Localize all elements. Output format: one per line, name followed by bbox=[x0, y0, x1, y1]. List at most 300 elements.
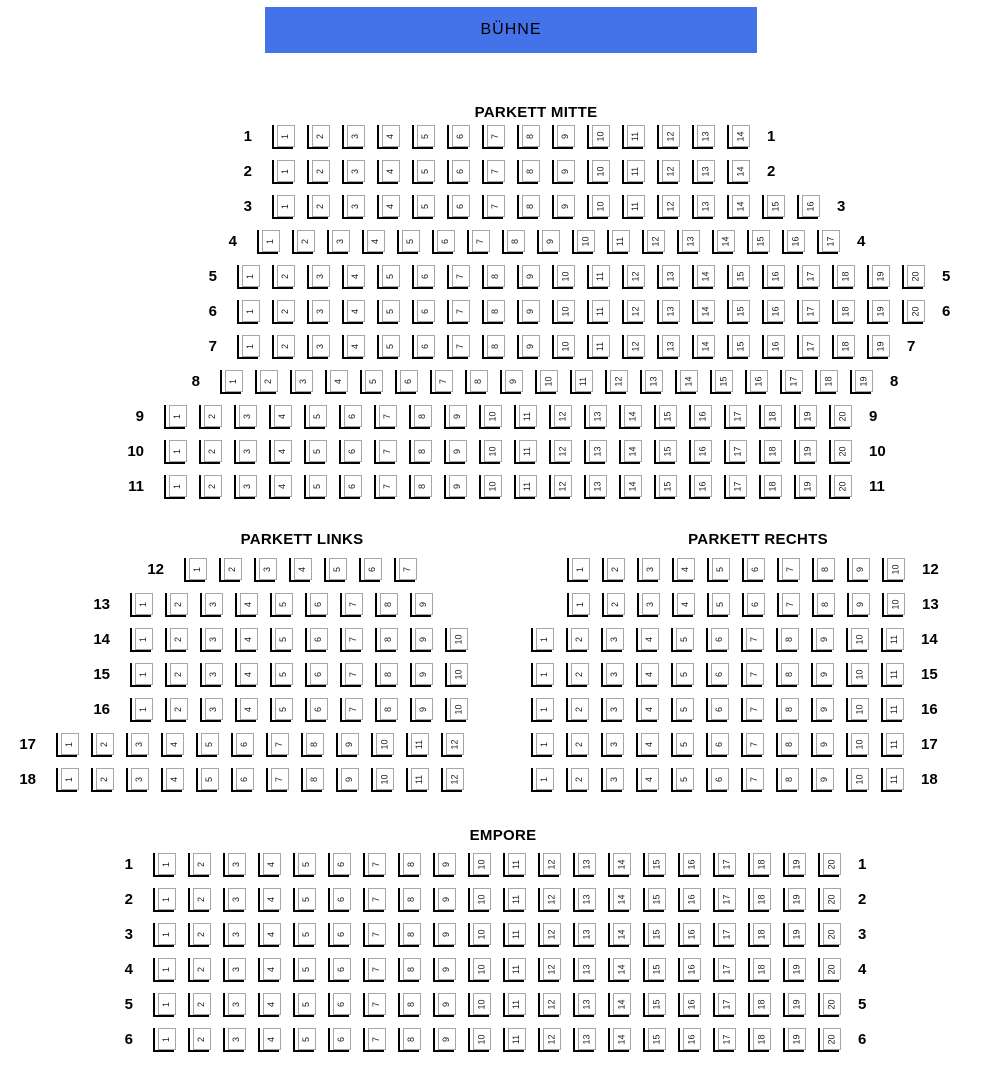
seat[interactable] bbox=[237, 300, 258, 324]
seat[interactable] bbox=[363, 993, 384, 1017]
seat[interactable] bbox=[517, 125, 538, 149]
seat[interactable] bbox=[447, 160, 468, 184]
seat[interactable] bbox=[188, 853, 209, 877]
seat[interactable] bbox=[467, 230, 488, 254]
seat[interactable] bbox=[584, 440, 605, 464]
seat[interactable] bbox=[832, 300, 853, 324]
seat[interactable] bbox=[266, 733, 287, 757]
seat[interactable] bbox=[776, 698, 797, 722]
seat[interactable] bbox=[654, 475, 675, 499]
seat[interactable] bbox=[328, 888, 349, 912]
seat[interactable] bbox=[636, 733, 657, 757]
seat[interactable] bbox=[706, 733, 727, 757]
seat[interactable] bbox=[223, 923, 244, 947]
seat[interactable] bbox=[375, 663, 396, 687]
seat[interactable] bbox=[304, 405, 325, 429]
seat[interactable] bbox=[748, 1028, 769, 1052]
seat[interactable] bbox=[573, 993, 594, 1017]
seat[interactable] bbox=[188, 923, 209, 947]
seat[interactable] bbox=[636, 663, 657, 687]
seat[interactable] bbox=[235, 593, 256, 617]
seat[interactable] bbox=[445, 663, 466, 687]
seat[interactable] bbox=[398, 923, 419, 947]
seat[interactable] bbox=[398, 1028, 419, 1052]
seat[interactable] bbox=[776, 768, 797, 792]
seat[interactable] bbox=[272, 265, 293, 289]
seat[interactable] bbox=[304, 440, 325, 464]
seat[interactable] bbox=[846, 768, 867, 792]
seat[interactable] bbox=[671, 628, 692, 652]
seat[interactable] bbox=[657, 125, 678, 149]
seat[interactable] bbox=[447, 265, 468, 289]
seat[interactable] bbox=[412, 265, 433, 289]
seat[interactable] bbox=[566, 733, 587, 757]
seat[interactable] bbox=[832, 265, 853, 289]
seat[interactable] bbox=[153, 923, 174, 947]
seat[interactable] bbox=[188, 1028, 209, 1052]
seat[interactable] bbox=[671, 698, 692, 722]
seat[interactable] bbox=[811, 663, 832, 687]
seat[interactable] bbox=[237, 335, 258, 359]
seat[interactable] bbox=[622, 195, 643, 219]
seat[interactable] bbox=[811, 733, 832, 757]
seat[interactable] bbox=[601, 628, 622, 652]
seat[interactable] bbox=[517, 265, 538, 289]
seat[interactable] bbox=[657, 160, 678, 184]
seat[interactable] bbox=[549, 405, 570, 429]
seat[interactable] bbox=[307, 300, 328, 324]
seat[interactable] bbox=[374, 405, 395, 429]
seat[interactable] bbox=[759, 475, 780, 499]
seat[interactable] bbox=[538, 853, 559, 877]
seat[interactable] bbox=[500, 370, 521, 394]
seat[interactable] bbox=[327, 230, 348, 254]
seat[interactable] bbox=[235, 663, 256, 687]
seat[interactable] bbox=[325, 370, 346, 394]
seat[interactable] bbox=[538, 923, 559, 947]
seat[interactable] bbox=[724, 405, 745, 429]
seat[interactable] bbox=[188, 888, 209, 912]
seat[interactable] bbox=[409, 475, 430, 499]
seat[interactable] bbox=[503, 923, 524, 947]
seat[interactable] bbox=[395, 370, 416, 394]
seat[interactable] bbox=[377, 195, 398, 219]
seat[interactable] bbox=[377, 300, 398, 324]
seat[interactable] bbox=[636, 768, 657, 792]
seat[interactable] bbox=[270, 593, 291, 617]
seat[interactable] bbox=[654, 405, 675, 429]
seat[interactable] bbox=[815, 370, 836, 394]
seat[interactable] bbox=[584, 475, 605, 499]
seat[interactable] bbox=[482, 125, 503, 149]
seat[interactable] bbox=[846, 733, 867, 757]
seat[interactable] bbox=[468, 1028, 489, 1052]
seat[interactable] bbox=[706, 663, 727, 687]
seat[interactable] bbox=[409, 405, 430, 429]
seat[interactable] bbox=[479, 440, 500, 464]
seat[interactable] bbox=[881, 663, 902, 687]
seat[interactable] bbox=[199, 405, 220, 429]
seat[interactable] bbox=[706, 698, 727, 722]
seat[interactable] bbox=[502, 230, 523, 254]
seat[interactable] bbox=[706, 768, 727, 792]
seat[interactable] bbox=[762, 195, 783, 219]
seat[interactable] bbox=[165, 663, 186, 687]
seat[interactable] bbox=[692, 335, 713, 359]
seat[interactable] bbox=[503, 1028, 524, 1052]
seat[interactable] bbox=[572, 230, 593, 254]
seat[interactable] bbox=[430, 370, 451, 394]
seat[interactable] bbox=[782, 230, 803, 254]
seat[interactable] bbox=[445, 628, 466, 652]
seat[interactable] bbox=[637, 593, 658, 617]
seat[interactable] bbox=[643, 1028, 664, 1052]
seat[interactable] bbox=[818, 993, 839, 1017]
seat[interactable] bbox=[272, 335, 293, 359]
seat[interactable] bbox=[566, 628, 587, 652]
seat[interactable] bbox=[678, 923, 699, 947]
seat[interactable] bbox=[406, 768, 427, 792]
seat[interactable] bbox=[776, 663, 797, 687]
seat[interactable] bbox=[818, 958, 839, 982]
seat[interactable] bbox=[289, 558, 310, 582]
seat[interactable] bbox=[689, 440, 710, 464]
seat[interactable] bbox=[573, 853, 594, 877]
seat[interactable] bbox=[307, 125, 328, 149]
seat[interactable] bbox=[272, 195, 293, 219]
seat[interactable] bbox=[601, 663, 622, 687]
seat[interactable] bbox=[293, 853, 314, 877]
seat[interactable] bbox=[846, 698, 867, 722]
seat[interactable] bbox=[324, 558, 345, 582]
seat[interactable] bbox=[689, 405, 710, 429]
seat[interactable] bbox=[482, 300, 503, 324]
seat[interactable] bbox=[447, 195, 468, 219]
seat[interactable] bbox=[573, 958, 594, 982]
seat[interactable] bbox=[797, 195, 818, 219]
seat[interactable] bbox=[468, 993, 489, 1017]
seat[interactable] bbox=[672, 593, 693, 617]
seat[interactable] bbox=[531, 628, 552, 652]
seat[interactable] bbox=[199, 440, 220, 464]
seat[interactable] bbox=[305, 628, 326, 652]
seat[interactable] bbox=[850, 370, 871, 394]
seat[interactable] bbox=[783, 923, 804, 947]
seat[interactable] bbox=[410, 663, 431, 687]
seat[interactable] bbox=[538, 888, 559, 912]
seat[interactable] bbox=[619, 405, 640, 429]
seat[interactable] bbox=[445, 698, 466, 722]
seat[interactable] bbox=[432, 230, 453, 254]
seat[interactable] bbox=[362, 230, 383, 254]
seat[interactable] bbox=[552, 300, 573, 324]
seat[interactable] bbox=[56, 733, 77, 757]
seat[interactable] bbox=[678, 993, 699, 1017]
seat[interactable] bbox=[503, 853, 524, 877]
seat[interactable] bbox=[552, 335, 573, 359]
seat[interactable] bbox=[707, 558, 728, 582]
seat[interactable] bbox=[573, 888, 594, 912]
seat[interactable] bbox=[410, 628, 431, 652]
seat[interactable] bbox=[678, 958, 699, 982]
seat[interactable] bbox=[713, 993, 734, 1017]
seat[interactable] bbox=[741, 768, 762, 792]
seat[interactable] bbox=[538, 1028, 559, 1052]
seat[interactable] bbox=[153, 853, 174, 877]
seat[interactable] bbox=[794, 405, 815, 429]
seat[interactable] bbox=[566, 768, 587, 792]
seat[interactable] bbox=[342, 300, 363, 324]
seat[interactable] bbox=[847, 593, 868, 617]
seat[interactable] bbox=[783, 1028, 804, 1052]
seat[interactable] bbox=[727, 195, 748, 219]
seat[interactable] bbox=[671, 733, 692, 757]
seat[interactable] bbox=[184, 558, 205, 582]
seat[interactable] bbox=[818, 923, 839, 947]
seat[interactable] bbox=[328, 853, 349, 877]
seat[interactable] bbox=[867, 265, 888, 289]
seat[interactable] bbox=[678, 853, 699, 877]
seat[interactable] bbox=[447, 335, 468, 359]
seat[interactable] bbox=[394, 558, 415, 582]
seat[interactable] bbox=[447, 300, 468, 324]
seat[interactable] bbox=[812, 593, 833, 617]
seat[interactable] bbox=[305, 593, 326, 617]
seat[interactable] bbox=[258, 888, 279, 912]
seat[interactable] bbox=[846, 663, 867, 687]
seat[interactable] bbox=[759, 405, 780, 429]
seat[interactable] bbox=[672, 558, 693, 582]
seat[interactable] bbox=[336, 768, 357, 792]
seat[interactable] bbox=[219, 558, 240, 582]
seat[interactable] bbox=[747, 230, 768, 254]
seat[interactable] bbox=[783, 888, 804, 912]
seat[interactable] bbox=[759, 440, 780, 464]
seat[interactable] bbox=[258, 923, 279, 947]
seat[interactable] bbox=[794, 440, 815, 464]
seat[interactable] bbox=[153, 993, 174, 1017]
seat[interactable] bbox=[797, 335, 818, 359]
seat[interactable] bbox=[375, 628, 396, 652]
seat[interactable] bbox=[363, 958, 384, 982]
seat[interactable] bbox=[566, 698, 587, 722]
seat[interactable] bbox=[780, 370, 801, 394]
seat[interactable] bbox=[269, 440, 290, 464]
seat[interactable] bbox=[234, 405, 255, 429]
seat[interactable] bbox=[412, 125, 433, 149]
seat[interactable] bbox=[531, 733, 552, 757]
seat[interactable] bbox=[220, 370, 241, 394]
seat[interactable] bbox=[293, 1028, 314, 1052]
seat[interactable] bbox=[444, 440, 465, 464]
seat[interactable] bbox=[482, 265, 503, 289]
seat[interactable] bbox=[468, 853, 489, 877]
seat[interactable] bbox=[479, 405, 500, 429]
seat[interactable] bbox=[881, 768, 902, 792]
seat[interactable] bbox=[783, 958, 804, 982]
seat[interactable] bbox=[748, 923, 769, 947]
seat[interactable] bbox=[412, 195, 433, 219]
seat[interactable] bbox=[727, 300, 748, 324]
seat[interactable] bbox=[336, 733, 357, 757]
seat[interactable] bbox=[605, 370, 626, 394]
seat[interactable] bbox=[657, 195, 678, 219]
seat[interactable] bbox=[342, 265, 363, 289]
seat[interactable] bbox=[363, 888, 384, 912]
seat[interactable] bbox=[643, 993, 664, 1017]
seat[interactable] bbox=[742, 558, 763, 582]
seat[interactable] bbox=[164, 405, 185, 429]
seat[interactable] bbox=[745, 370, 766, 394]
seat[interactable] bbox=[340, 663, 361, 687]
seat[interactable] bbox=[573, 1028, 594, 1052]
seat[interactable] bbox=[223, 1028, 244, 1052]
seat[interactable] bbox=[514, 405, 535, 429]
seat[interactable] bbox=[535, 370, 556, 394]
seat[interactable] bbox=[741, 698, 762, 722]
seat[interactable] bbox=[293, 993, 314, 1017]
seat[interactable] bbox=[223, 888, 244, 912]
seat[interactable] bbox=[643, 888, 664, 912]
seat[interactable] bbox=[675, 370, 696, 394]
seat[interactable] bbox=[412, 335, 433, 359]
seat[interactable] bbox=[602, 593, 623, 617]
seat[interactable] bbox=[741, 628, 762, 652]
seat[interactable] bbox=[433, 958, 454, 982]
seat[interactable] bbox=[340, 628, 361, 652]
seat[interactable] bbox=[622, 300, 643, 324]
seat[interactable] bbox=[503, 888, 524, 912]
seat[interactable] bbox=[164, 440, 185, 464]
seat[interactable] bbox=[622, 125, 643, 149]
seat[interactable] bbox=[601, 698, 622, 722]
seat[interactable] bbox=[328, 923, 349, 947]
seat[interactable] bbox=[601, 768, 622, 792]
seat[interactable] bbox=[552, 125, 573, 149]
seat[interactable] bbox=[741, 663, 762, 687]
seat[interactable] bbox=[292, 230, 313, 254]
seat[interactable] bbox=[468, 888, 489, 912]
seat[interactable] bbox=[375, 593, 396, 617]
seat[interactable] bbox=[707, 593, 728, 617]
seat[interactable] bbox=[269, 475, 290, 499]
seat[interactable] bbox=[517, 300, 538, 324]
seat[interactable] bbox=[657, 300, 678, 324]
seat[interactable] bbox=[797, 265, 818, 289]
seat[interactable] bbox=[902, 300, 923, 324]
seat[interactable] bbox=[377, 265, 398, 289]
seat[interactable] bbox=[643, 958, 664, 982]
seat[interactable] bbox=[762, 335, 783, 359]
seat[interactable] bbox=[713, 923, 734, 947]
seat[interactable] bbox=[552, 195, 573, 219]
seat[interactable] bbox=[692, 195, 713, 219]
seat[interactable] bbox=[234, 440, 255, 464]
seat[interactable] bbox=[608, 958, 629, 982]
seat[interactable] bbox=[200, 593, 221, 617]
seat[interactable] bbox=[130, 628, 151, 652]
seat[interactable] bbox=[377, 125, 398, 149]
seat[interactable] bbox=[328, 1028, 349, 1052]
seat[interactable] bbox=[642, 230, 663, 254]
seat[interactable] bbox=[270, 698, 291, 722]
seat[interactable] bbox=[126, 733, 147, 757]
seat[interactable] bbox=[713, 958, 734, 982]
seat[interactable] bbox=[339, 405, 360, 429]
seat[interactable] bbox=[622, 335, 643, 359]
seat[interactable] bbox=[622, 265, 643, 289]
seat[interactable] bbox=[608, 853, 629, 877]
seat[interactable] bbox=[748, 958, 769, 982]
seat[interactable] bbox=[587, 335, 608, 359]
seat[interactable] bbox=[584, 405, 605, 429]
seat[interactable] bbox=[671, 663, 692, 687]
seat[interactable] bbox=[307, 265, 328, 289]
seat[interactable] bbox=[514, 475, 535, 499]
seat[interactable] bbox=[258, 958, 279, 982]
seat[interactable] bbox=[374, 475, 395, 499]
seat[interactable] bbox=[531, 663, 552, 687]
seat[interactable] bbox=[468, 923, 489, 947]
seat[interactable] bbox=[881, 733, 902, 757]
seat[interactable] bbox=[587, 125, 608, 149]
seat[interactable] bbox=[654, 440, 675, 464]
seat[interactable] bbox=[777, 558, 798, 582]
seat[interactable] bbox=[447, 125, 468, 149]
seat[interactable] bbox=[881, 698, 902, 722]
seat[interactable] bbox=[130, 593, 151, 617]
seat[interactable] bbox=[234, 475, 255, 499]
seat[interactable] bbox=[360, 370, 381, 394]
seat[interactable] bbox=[677, 230, 698, 254]
seat[interactable] bbox=[363, 923, 384, 947]
seat[interactable] bbox=[637, 558, 658, 582]
seat[interactable] bbox=[587, 160, 608, 184]
seat[interactable] bbox=[305, 698, 326, 722]
seat[interactable] bbox=[727, 335, 748, 359]
seat[interactable] bbox=[692, 300, 713, 324]
seat[interactable] bbox=[258, 853, 279, 877]
seat[interactable] bbox=[237, 265, 258, 289]
seat[interactable] bbox=[567, 593, 588, 617]
seat[interactable] bbox=[235, 698, 256, 722]
seat[interactable] bbox=[363, 853, 384, 877]
seat[interactable] bbox=[608, 923, 629, 947]
seat[interactable] bbox=[829, 440, 850, 464]
seat[interactable] bbox=[340, 698, 361, 722]
seat[interactable] bbox=[441, 733, 462, 757]
seat[interactable] bbox=[537, 230, 558, 254]
seat[interactable] bbox=[126, 768, 147, 792]
seat[interactable] bbox=[531, 698, 552, 722]
seat[interactable] bbox=[307, 335, 328, 359]
seat[interactable] bbox=[902, 265, 923, 289]
seat[interactable] bbox=[538, 993, 559, 1017]
seat[interactable] bbox=[293, 923, 314, 947]
seat[interactable] bbox=[818, 1028, 839, 1052]
seat[interactable] bbox=[847, 558, 868, 582]
seat[interactable] bbox=[410, 698, 431, 722]
seat[interactable] bbox=[783, 853, 804, 877]
seat[interactable] bbox=[727, 125, 748, 149]
seat[interactable] bbox=[161, 768, 182, 792]
seat[interactable] bbox=[433, 888, 454, 912]
seat[interactable] bbox=[692, 160, 713, 184]
seat[interactable] bbox=[829, 405, 850, 429]
seat[interactable] bbox=[601, 733, 622, 757]
seat[interactable] bbox=[607, 230, 628, 254]
seat[interactable] bbox=[293, 888, 314, 912]
